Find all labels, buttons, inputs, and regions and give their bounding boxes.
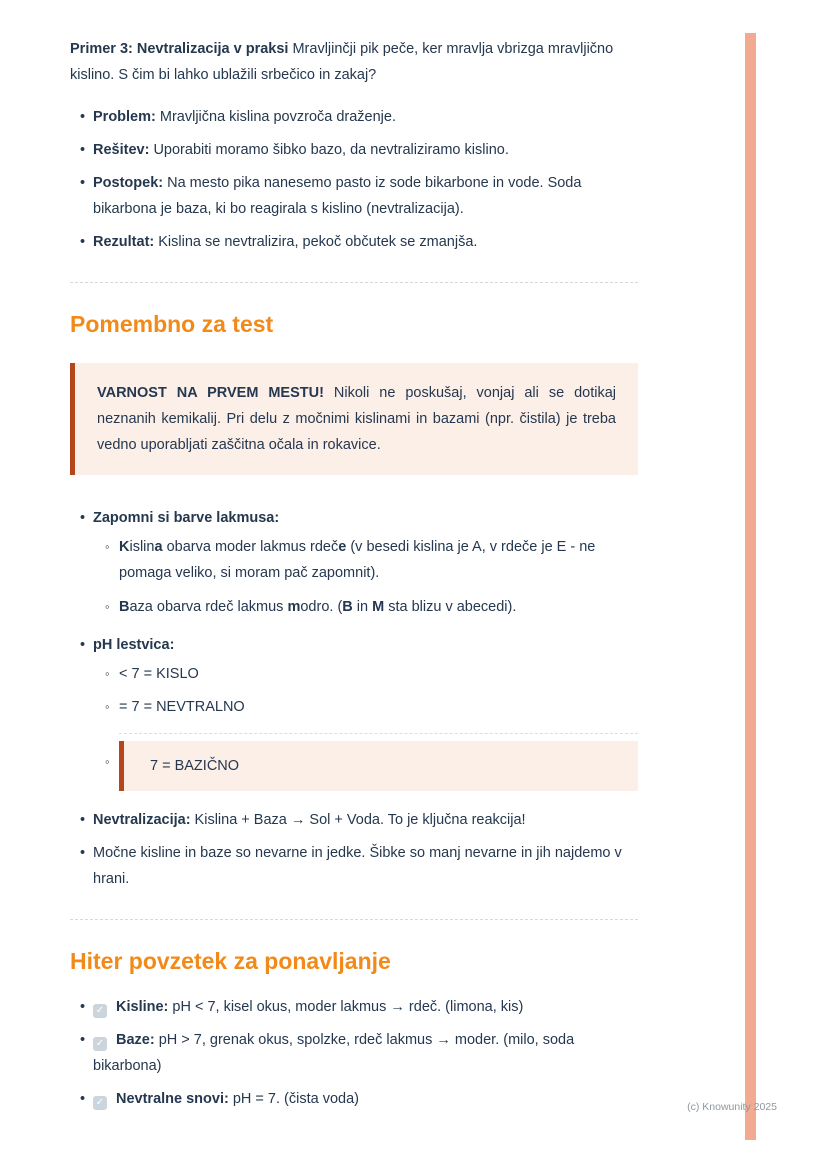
list-item-rezultat: [70, 229, 638, 255]
list-item-lakmus-title: [70, 505, 638, 531]
section-divider: [70, 919, 638, 920]
circle-bullet-icon: ◦: [105, 599, 110, 614]
summary-checklist: [70, 994, 638, 1112]
list-item-nevtralizacija: [70, 807, 638, 833]
bazicno-quote-wrap: [119, 733, 638, 791]
list-item-mocne-kisline: [70, 840, 638, 892]
list-item-text: [93, 1086, 638, 1112]
bazicno-callout-text: 7 = BAZIČNO: [150, 758, 240, 774]
checklist-item-nevtralne: [70, 1086, 638, 1112]
test-notes-list: [70, 505, 638, 892]
circle-bullet-icon: ◦: [105, 699, 110, 714]
list-item-text: < 7 = KISLO: [119, 666, 199, 682]
list-item-text: = 7 = NEVTRALNO: [119, 699, 245, 715]
list-item-text: Postopek: Na mesto pika nanesemo pasto iz sode bikarbone in vode. Soda bikarbona je baza, ki bo reagirala s kislino (nevtralizacija).: [93, 175, 582, 217]
list-item-text: Nevtralizacija: Kislina + Baza → Sol + Voda. To je ključna reakcija!: [93, 812, 526, 828]
circle-bullet-icon: ◦: [105, 539, 110, 554]
document-content: [70, 36, 638, 1112]
section-title-summary: Hiter povzetek za ponavljanje: [70, 948, 391, 974]
sub-item-ph-kislo: [70, 661, 638, 687]
circle-bullet-icon: ◦: [105, 666, 110, 681]
checkbox-icon: ✓: [93, 1037, 107, 1051]
list-item-ph-title: [70, 632, 638, 658]
list-item-postopek: [70, 170, 638, 222]
list-item-text: Rezultat: Kislina se nevtralizira, pekoč občutek se zmanjša.: [93, 234, 478, 250]
bullet-icon: •: [80, 510, 86, 526]
checklist-item-label: Nevtralne snovi: pH = 7. (čista voda): [116, 1091, 359, 1107]
list-item-resitev: [70, 137, 638, 163]
bullet-icon: •: [80, 1032, 86, 1048]
list-item-text: Kislina obarva moder lakmus rdeče (v besedi kislina je A, v rdeče je E - ne pomaga veliko, si moram pač zapomnit).: [119, 539, 596, 581]
safety-callout: [70, 363, 638, 475]
list-item-text: Močne kisline in baze so nevarne in jedke. Šibke so manj nevarne in jih najdemo v hrani.: [93, 845, 622, 887]
bullet-icon: •: [80, 142, 86, 158]
bullet-icon: •: [80, 845, 86, 861]
safety-callout-text: VARNOST NA PRVEM MESTU! Nikoli ne poskušaj, vonjaj ali se dotikaj neznanih kemikalij. Pri delu z močnimi kislinami in bazami (npr. čistila) je treba vedno uporabljati zaščitna očala in rokavice.: [97, 385, 616, 453]
checkbox-icon: ✓: [93, 1004, 107, 1018]
bullet-icon: •: [80, 812, 86, 828]
sub-item-ph-bazicno: [70, 733, 638, 791]
sub-item-baza-lakmus: [70, 594, 638, 620]
checklist-item-kisline: [70, 994, 638, 1020]
list-item-text: Rešitev: Uporabiti moramo šibko bazo, da nevtraliziramo kislino.: [93, 142, 509, 158]
list-item-text: Zapomni si barve lakmusa:: [93, 510, 280, 526]
copyright-footer: (c) Knowunity 2025: [687, 1101, 777, 1113]
list-item-text: [93, 1027, 638, 1079]
quote-top-divider: [119, 733, 638, 734]
bullet-icon: •: [80, 999, 86, 1015]
sub-item-ph-nevtralno: [70, 694, 638, 720]
checklist-item-label: Baze: pH > 7, grenak okus, spolzke, rdeč lakmus → moder. (milo, soda bikarbona): [93, 1032, 575, 1074]
section-title-test: Pomembno za test: [70, 311, 274, 337]
bullet-icon: •: [80, 234, 86, 250]
bullet-icon: •: [80, 1091, 86, 1107]
checklist-item-baze: [70, 1027, 638, 1079]
bullet-icon: •: [80, 175, 86, 191]
intro-paragraph: Primer 3: Nevtralizacija v praksi Mravljinčji pik peče, ker mravlja vbrizga mravljično kislino. S čim bi lahko ublažili srbečico in zakaj?: [70, 41, 614, 83]
list-item-text: Problem: Mravljična kislina povzroča draženje.: [93, 109, 396, 125]
example-bullet-list: [70, 104, 638, 255]
list-item-text: Baza obarva rdeč lakmus modro. (B in M sta blizu v abecedi).: [119, 599, 517, 615]
bazicno-callout: [119, 741, 638, 791]
sub-item-kislina-lakmus: [70, 534, 638, 586]
circle-bullet-icon: ◦: [105, 754, 110, 769]
section-divider: [70, 282, 638, 283]
checklist-item-label: Kisline: pH < 7, kisel okus, moder lakmus → rdeč. (limona, kis): [116, 999, 524, 1015]
list-item-problem: [70, 104, 638, 130]
page-edge-stripe: [745, 33, 756, 1140]
list-item-text: [93, 994, 638, 1020]
checkbox-icon: ✓: [93, 1096, 107, 1110]
bullet-icon: •: [80, 109, 86, 125]
list-item-text: pH lestvica:: [93, 637, 175, 653]
bullet-icon: •: [80, 637, 86, 653]
